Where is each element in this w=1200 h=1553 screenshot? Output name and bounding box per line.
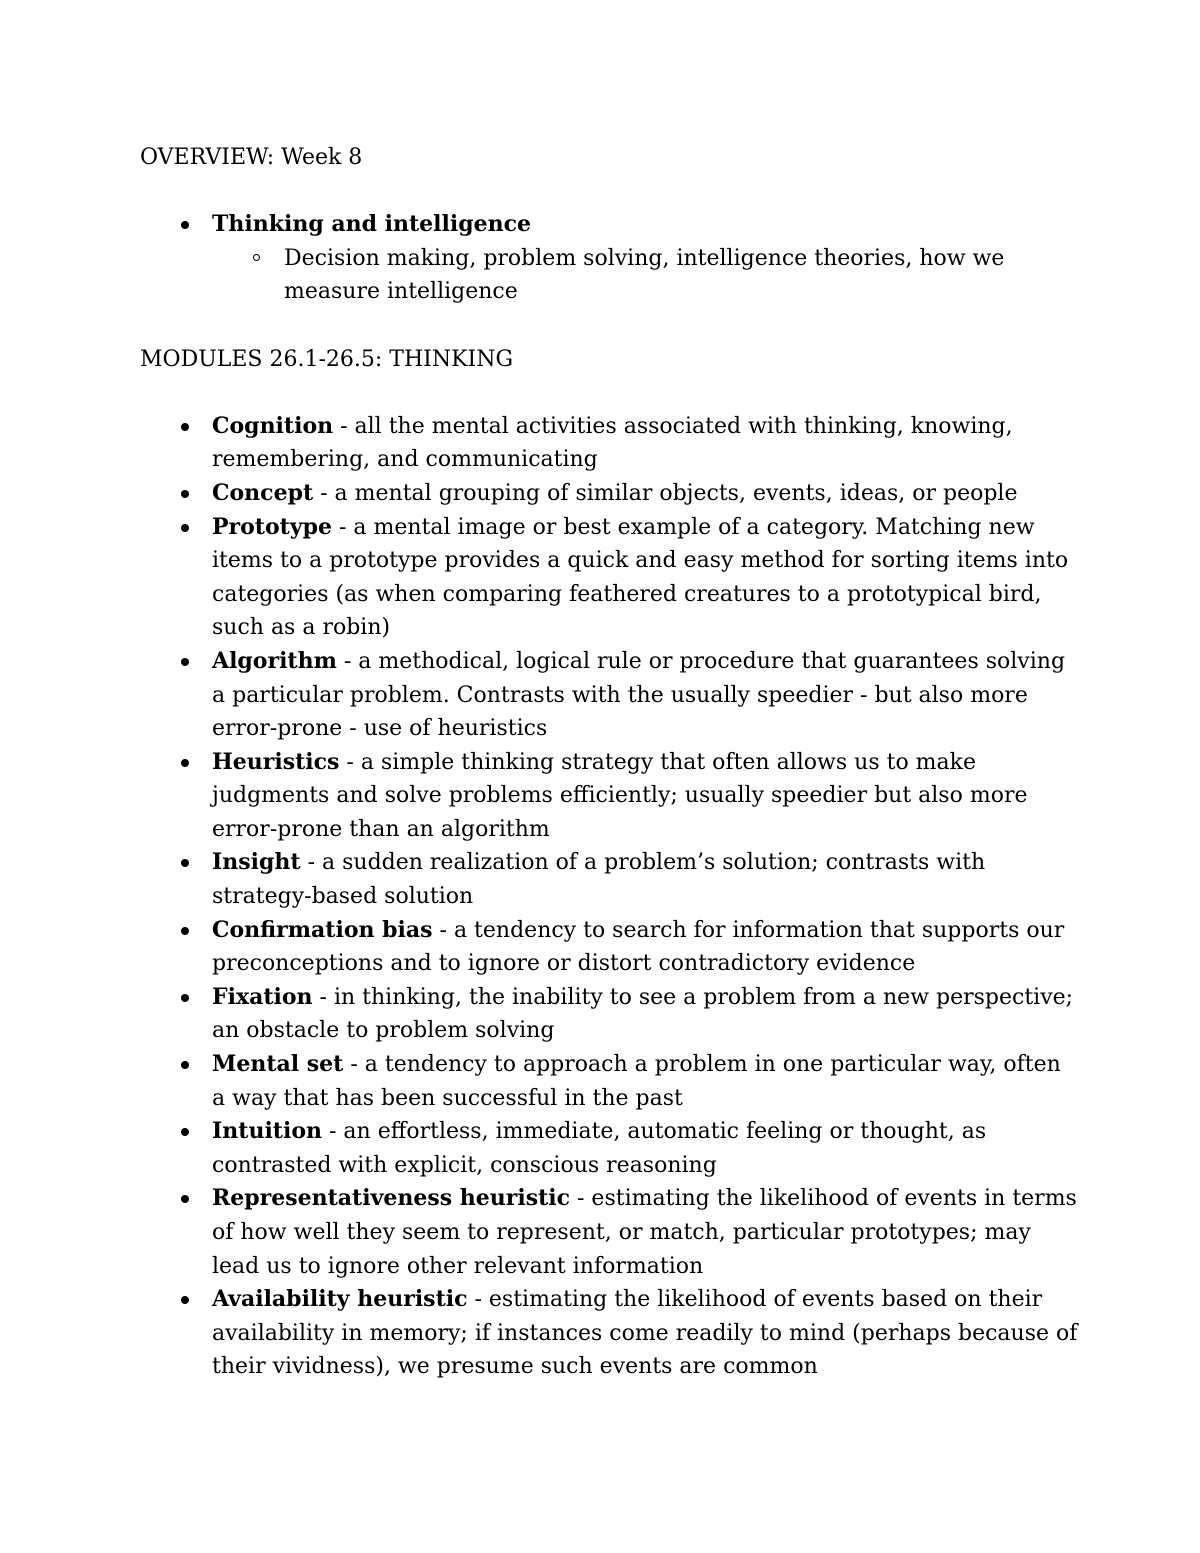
overview-list: [140, 208, 1080, 309]
glossary-definition: - estimating the likelihood of events in terms of how well they seem to represent, or match, particular prototypes; may lead us to ignore other relevant information: [212, 1186, 1077, 1279]
glossary-item: [140, 914, 1080, 981]
spacer: [140, 309, 1080, 343]
glossary-term: Availability heuristic: [212, 1286, 468, 1313]
glossary-item: [140, 1182, 1080, 1283]
overview-subitem: Decision making, problem solving, intelligence theories, how we measure intelligence: [212, 242, 1080, 309]
glossary-item: [140, 1283, 1080, 1384]
glossary-item: [140, 511, 1080, 645]
glossary-item: [140, 477, 1080, 511]
overview-item: [140, 208, 1080, 309]
overview-item-term: Thinking and intelligence: [212, 211, 531, 238]
overview-heading: OVERVIEW: Week 8: [140, 145, 363, 170]
glossary-term: Cognition: [212, 412, 334, 439]
glossary-definition: - an effortless, immediate, automatic feeling or thought, as contrasted with explicit, conscious reasoning: [212, 1119, 987, 1178]
spacer: [140, 376, 1080, 410]
glossary-term: Algorithm: [212, 647, 337, 674]
glossary-item: [140, 1115, 1080, 1182]
overview-sublist: [212, 242, 1080, 309]
glossary-term: Heuristics: [212, 748, 340, 775]
glossary-item: [140, 746, 1080, 847]
spacer: [140, 175, 1080, 209]
glossary-term: Confirmation bias: [212, 916, 433, 943]
glossary-item: [140, 645, 1080, 746]
glossary-definition: - a tendency to search for information that supports our preconceptions and to ignore or distort contradictory evidence: [212, 917, 1065, 977]
glossary-term: Representativeness heuristic: [212, 1185, 571, 1212]
glossary-definition: - in thinking, the inability to see a problem from a new perspective; an obstacle to problem solving: [212, 984, 1074, 1044]
modules-heading: MODULES 26.1-26.5: THINKING: [140, 346, 514, 372]
glossary-definition: - estimating the likelihood of events based on their availability in memory; if instances come readily to mind (perhaps because of their vividness), we presume such events are common: [212, 1287, 1078, 1380]
glossary-definition: - a sudden realization of a problem’s solution; contrasts with strategy-based solution: [212, 850, 986, 910]
glossary-term: Insight: [212, 849, 301, 876]
glossary-term: Intuition: [212, 1118, 322, 1145]
glossary-definition: - a simple thinking strategy that often allows us to make judgments and solve problems efficiently; usually speedier but also more error-prone than an algorithm: [212, 749, 1028, 842]
glossary-definition: - a mental image or best example of a category. Matching new items to a prototype provides a quick and easy method for sorting items into categories (as when comparing feathered creatures to a prototypical bird, such as a robin): [212, 514, 1069, 641]
glossary-definition: - a methodical, logical rule or procedure that guarantees solving a particular problem. Contrasts with the usually speedier - but also more error-prone - use of heuristics: [212, 648, 1066, 742]
glossary-definition: - a tendency to approach a problem in one particular way, often a way that has been successful in the past: [212, 1052, 1061, 1111]
glossary-term: Mental set: [212, 1051, 344, 1078]
glossary-definition: - all the mental activities associated with thinking, knowing, remembering, and communicating: [212, 413, 1013, 473]
glossary-term: Prototype: [212, 513, 332, 540]
glossary-item: [140, 410, 1080, 477]
glossary-term: Fixation: [212, 983, 313, 1010]
glossary-item: [140, 1048, 1080, 1115]
glossary-item: [140, 981, 1080, 1048]
glossary-item: [140, 846, 1080, 913]
glossary-list: [140, 410, 1080, 1384]
glossary-definition: - a mental grouping of similar objects, events, ideas, or people: [313, 480, 1018, 506]
glossary-term: Concept: [212, 479, 314, 506]
document-body: [140, 141, 1080, 1384]
